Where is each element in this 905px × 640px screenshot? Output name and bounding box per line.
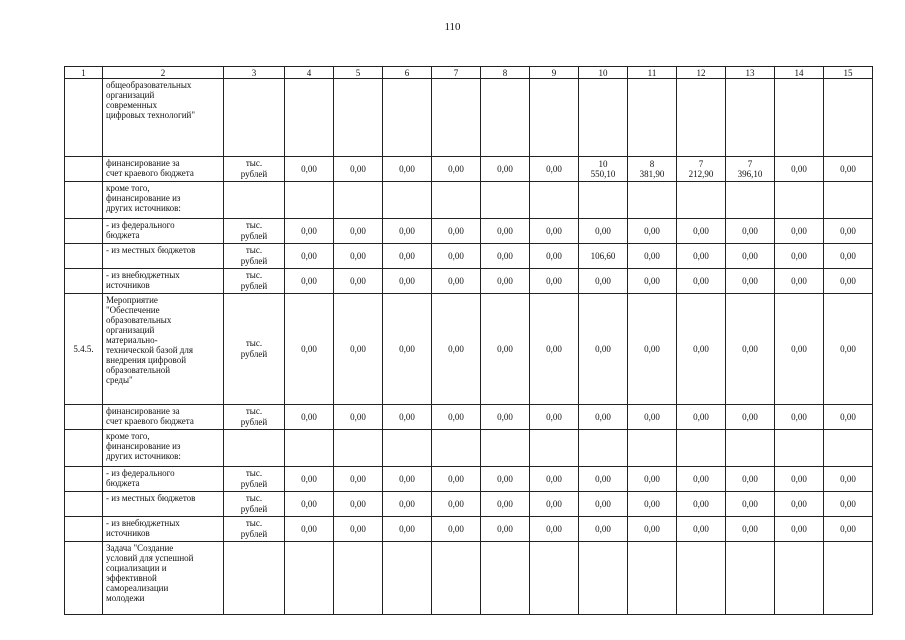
value-cell (775, 79, 824, 157)
column-number: 5 (334, 67, 383, 79)
column-number: 12 (677, 67, 726, 79)
value-cell (775, 542, 824, 615)
row-name: - из местных бюджетов (103, 492, 224, 517)
row-name: финансирование за счет краевого бюджета (103, 157, 224, 182)
value-cell: 0,00 (432, 244, 481, 269)
row-unit: тыс. рублей (224, 294, 285, 405)
value-cell: 0,00 (628, 492, 677, 517)
value-cell (481, 79, 530, 157)
column-number: 8 (481, 67, 530, 79)
table-row (65, 244, 873, 269)
value-cell (726, 542, 775, 615)
value-cell (824, 430, 873, 467)
row-unit: тыс. рублей (224, 269, 285, 294)
value-cell (628, 542, 677, 615)
row-name: - из внебюджетных источников (103, 269, 224, 294)
row-code (65, 492, 103, 517)
column-number: 3 (224, 67, 285, 79)
value-cell: 0,00 (383, 244, 432, 269)
value-cell: 0,00 (579, 269, 628, 294)
row-unit (224, 430, 285, 467)
row-code (65, 157, 103, 182)
column-number: 14 (775, 67, 824, 79)
value-cell (628, 430, 677, 467)
value-cell: 0,00 (530, 517, 579, 542)
value-cell: 0,00 (383, 405, 432, 430)
value-cell (677, 182, 726, 219)
value-cell (628, 79, 677, 157)
row-name: общеобразовательных организаций современных цифровых технологий" (103, 79, 224, 157)
value-cell (579, 79, 628, 157)
value-cell: 0,00 (677, 294, 726, 405)
value-cell (824, 182, 873, 219)
value-cell (677, 430, 726, 467)
value-cell (432, 182, 481, 219)
column-number: 6 (383, 67, 432, 79)
value-cell: 0,00 (432, 517, 481, 542)
value-cell: 0,00 (530, 492, 579, 517)
row-unit (224, 182, 285, 219)
value-cell (334, 79, 383, 157)
value-cell (530, 430, 579, 467)
value-cell: 10 550,10 (579, 157, 628, 182)
value-cell: 0,00 (726, 405, 775, 430)
row-unit: тыс. рублей (224, 467, 285, 492)
row-code (65, 182, 103, 219)
value-cell (432, 430, 481, 467)
value-cell: 0,00 (383, 492, 432, 517)
value-cell: 0,00 (775, 517, 824, 542)
value-cell: 0,00 (775, 244, 824, 269)
value-cell (677, 79, 726, 157)
value-cell: 0,00 (775, 467, 824, 492)
value-cell (579, 182, 628, 219)
value-cell: 0,00 (824, 244, 873, 269)
column-number: 2 (103, 67, 224, 79)
table-row (65, 182, 873, 219)
value-cell: 0,00 (383, 219, 432, 244)
value-cell: 0,00 (481, 467, 530, 492)
value-cell (383, 79, 432, 157)
value-cell: 0,00 (677, 269, 726, 294)
value-cell: 0,00 (285, 492, 334, 517)
value-cell: 0,00 (775, 492, 824, 517)
value-cell (334, 430, 383, 467)
value-cell: 0,00 (628, 244, 677, 269)
value-cell: 0,00 (334, 492, 383, 517)
table-row (65, 157, 873, 182)
table-row (65, 219, 873, 244)
value-cell (481, 182, 530, 219)
table-row (65, 294, 873, 405)
value-cell: 0,00 (677, 517, 726, 542)
value-cell: 7 396,10 (726, 157, 775, 182)
row-code (65, 219, 103, 244)
value-cell: 0,00 (824, 294, 873, 405)
value-cell (285, 430, 334, 467)
row-unit: тыс. рублей (224, 405, 285, 430)
value-cell (775, 430, 824, 467)
value-cell: 0,00 (726, 492, 775, 517)
value-cell (726, 182, 775, 219)
value-cell: 0,00 (824, 405, 873, 430)
row-code (65, 542, 103, 615)
value-cell: 0,00 (824, 157, 873, 182)
table-row (65, 467, 873, 492)
column-number: 7 (432, 67, 481, 79)
row-name: - из местных бюджетов (103, 244, 224, 269)
value-cell: 0,00 (677, 219, 726, 244)
value-cell: 0,00 (824, 517, 873, 542)
value-cell (726, 79, 775, 157)
value-cell: 0,00 (530, 405, 579, 430)
column-number: 11 (628, 67, 677, 79)
value-cell: 0,00 (775, 269, 824, 294)
value-cell: 0,00 (481, 492, 530, 517)
page-number: 110 (444, 21, 461, 33)
table-row (65, 542, 873, 615)
row-name: Мероприятие "Обеспечение образовательных организаций материально- технической базой для внедрения цифровой образовательной среды" (103, 294, 224, 405)
value-cell: 0,00 (285, 219, 334, 244)
row-unit (224, 79, 285, 157)
row-code (65, 405, 103, 430)
value-cell: 0,00 (726, 244, 775, 269)
value-cell (481, 542, 530, 615)
value-cell: 0,00 (530, 467, 579, 492)
column-number: 13 (726, 67, 775, 79)
table-row (65, 269, 873, 294)
row-name: Задача "Создание условий для успешной социализации и эффективной самореализации молодежи (103, 542, 224, 615)
value-cell: 8 381,90 (628, 157, 677, 182)
value-cell: 0,00 (285, 157, 334, 182)
value-cell: 0,00 (775, 219, 824, 244)
row-name: кроме того, финансирование из других источников: (103, 430, 224, 467)
value-cell (824, 542, 873, 615)
value-cell: 0,00 (383, 269, 432, 294)
value-cell (579, 542, 628, 615)
value-cell (677, 542, 726, 615)
value-cell: 0,00 (824, 269, 873, 294)
value-cell: 7 212,90 (677, 157, 726, 182)
value-cell: 0,00 (432, 294, 481, 405)
value-cell (432, 79, 481, 157)
value-cell: 0,00 (579, 467, 628, 492)
value-cell (285, 182, 334, 219)
value-cell: 0,00 (334, 467, 383, 492)
row-unit: тыс. рублей (224, 219, 285, 244)
row-unit: тыс. рублей (224, 492, 285, 517)
value-cell: 0,00 (481, 405, 530, 430)
row-code (65, 244, 103, 269)
value-cell: 0,00 (726, 294, 775, 405)
value-cell: 0,00 (628, 467, 677, 492)
value-cell: 0,00 (530, 244, 579, 269)
value-cell: 0,00 (726, 219, 775, 244)
table-row (65, 492, 873, 517)
value-cell: 0,00 (726, 467, 775, 492)
value-cell (383, 182, 432, 219)
value-cell: 0,00 (481, 157, 530, 182)
value-cell (530, 79, 579, 157)
table-row (65, 517, 873, 542)
value-cell: 0,00 (383, 517, 432, 542)
row-unit (224, 542, 285, 615)
value-cell: 0,00 (285, 467, 334, 492)
row-name: финансирование за счет краевого бюджета (103, 405, 224, 430)
value-cell (432, 542, 481, 615)
value-cell: 0,00 (481, 294, 530, 405)
row-code (65, 79, 103, 157)
value-cell (481, 430, 530, 467)
value-cell: 0,00 (285, 405, 334, 430)
value-cell (285, 542, 334, 615)
value-cell (579, 430, 628, 467)
value-cell (285, 79, 334, 157)
value-cell: 0,00 (481, 269, 530, 294)
value-cell: 0,00 (383, 294, 432, 405)
value-cell: 0,00 (334, 405, 383, 430)
value-cell: 0,00 (432, 219, 481, 244)
value-cell: 0,00 (677, 405, 726, 430)
table-row (65, 405, 873, 430)
value-cell: 0,00 (530, 157, 579, 182)
row-name: кроме того, финансирование из других источников: (103, 182, 224, 219)
value-cell: 0,00 (334, 157, 383, 182)
row-code (65, 430, 103, 467)
column-number: 9 (530, 67, 579, 79)
value-cell (824, 79, 873, 157)
value-cell: 0,00 (383, 157, 432, 182)
value-cell (334, 182, 383, 219)
value-cell: 0,00 (334, 294, 383, 405)
table-header-row (65, 67, 873, 79)
value-cell: 0,00 (530, 219, 579, 244)
value-cell: 0,00 (775, 157, 824, 182)
value-cell: 0,00 (677, 467, 726, 492)
value-cell: 0,00 (775, 294, 824, 405)
table-row (65, 79, 873, 157)
row-code: 5.4.5. (65, 294, 103, 405)
value-cell: 0,00 (481, 219, 530, 244)
value-cell: 0,00 (432, 157, 481, 182)
value-cell (334, 542, 383, 615)
value-cell: 0,00 (285, 269, 334, 294)
value-cell: 0,00 (383, 467, 432, 492)
row-name: - из федерального бюджета (103, 219, 224, 244)
column-number: 10 (579, 67, 628, 79)
budget-table (64, 66, 873, 615)
row-name: - из внебюджетных источников (103, 517, 224, 542)
value-cell (628, 182, 677, 219)
value-cell: 0,00 (628, 294, 677, 405)
value-cell (775, 182, 824, 219)
value-cell: 0,00 (824, 219, 873, 244)
value-cell: 0,00 (628, 269, 677, 294)
value-cell: 0,00 (579, 492, 628, 517)
value-cell (530, 182, 579, 219)
value-cell: 0,00 (579, 219, 628, 244)
column-number: 4 (285, 67, 334, 79)
value-cell: 0,00 (726, 269, 775, 294)
value-cell: 0,00 (334, 219, 383, 244)
value-cell: 0,00 (334, 517, 383, 542)
value-cell: 0,00 (628, 517, 677, 542)
value-cell: 0,00 (432, 492, 481, 517)
value-cell: 0,00 (432, 269, 481, 294)
row-code (65, 517, 103, 542)
value-cell: 0,00 (677, 492, 726, 517)
value-cell: 0,00 (334, 269, 383, 294)
value-cell: 0,00 (579, 405, 628, 430)
value-cell: 0,00 (824, 467, 873, 492)
value-cell: 0,00 (530, 269, 579, 294)
table-row (65, 430, 873, 467)
column-number: 15 (824, 67, 873, 79)
value-cell: 0,00 (432, 467, 481, 492)
row-name: - из федерального бюджета (103, 467, 224, 492)
value-cell: 0,00 (628, 405, 677, 430)
row-code (65, 269, 103, 294)
value-cell: 0,00 (775, 405, 824, 430)
row-unit: тыс. рублей (224, 517, 285, 542)
value-cell: 0,00 (579, 517, 628, 542)
column-number: 1 (65, 67, 103, 79)
value-cell: 0,00 (579, 294, 628, 405)
value-cell: 0,00 (824, 492, 873, 517)
value-cell (383, 542, 432, 615)
value-cell: 0,00 (432, 405, 481, 430)
value-cell: 0,00 (481, 517, 530, 542)
value-cell: 0,00 (530, 294, 579, 405)
value-cell: 106,60 (579, 244, 628, 269)
value-cell (530, 542, 579, 615)
value-cell (383, 430, 432, 467)
value-cell: 0,00 (628, 219, 677, 244)
value-cell: 0,00 (726, 517, 775, 542)
row-unit: тыс. рублей (224, 157, 285, 182)
value-cell: 0,00 (285, 294, 334, 405)
value-cell: 0,00 (285, 244, 334, 269)
value-cell: 0,00 (677, 244, 726, 269)
value-cell: 0,00 (481, 244, 530, 269)
row-unit: тыс. рублей (224, 244, 285, 269)
value-cell: 0,00 (285, 517, 334, 542)
value-cell: 0,00 (334, 244, 383, 269)
value-cell (726, 430, 775, 467)
row-code (65, 467, 103, 492)
